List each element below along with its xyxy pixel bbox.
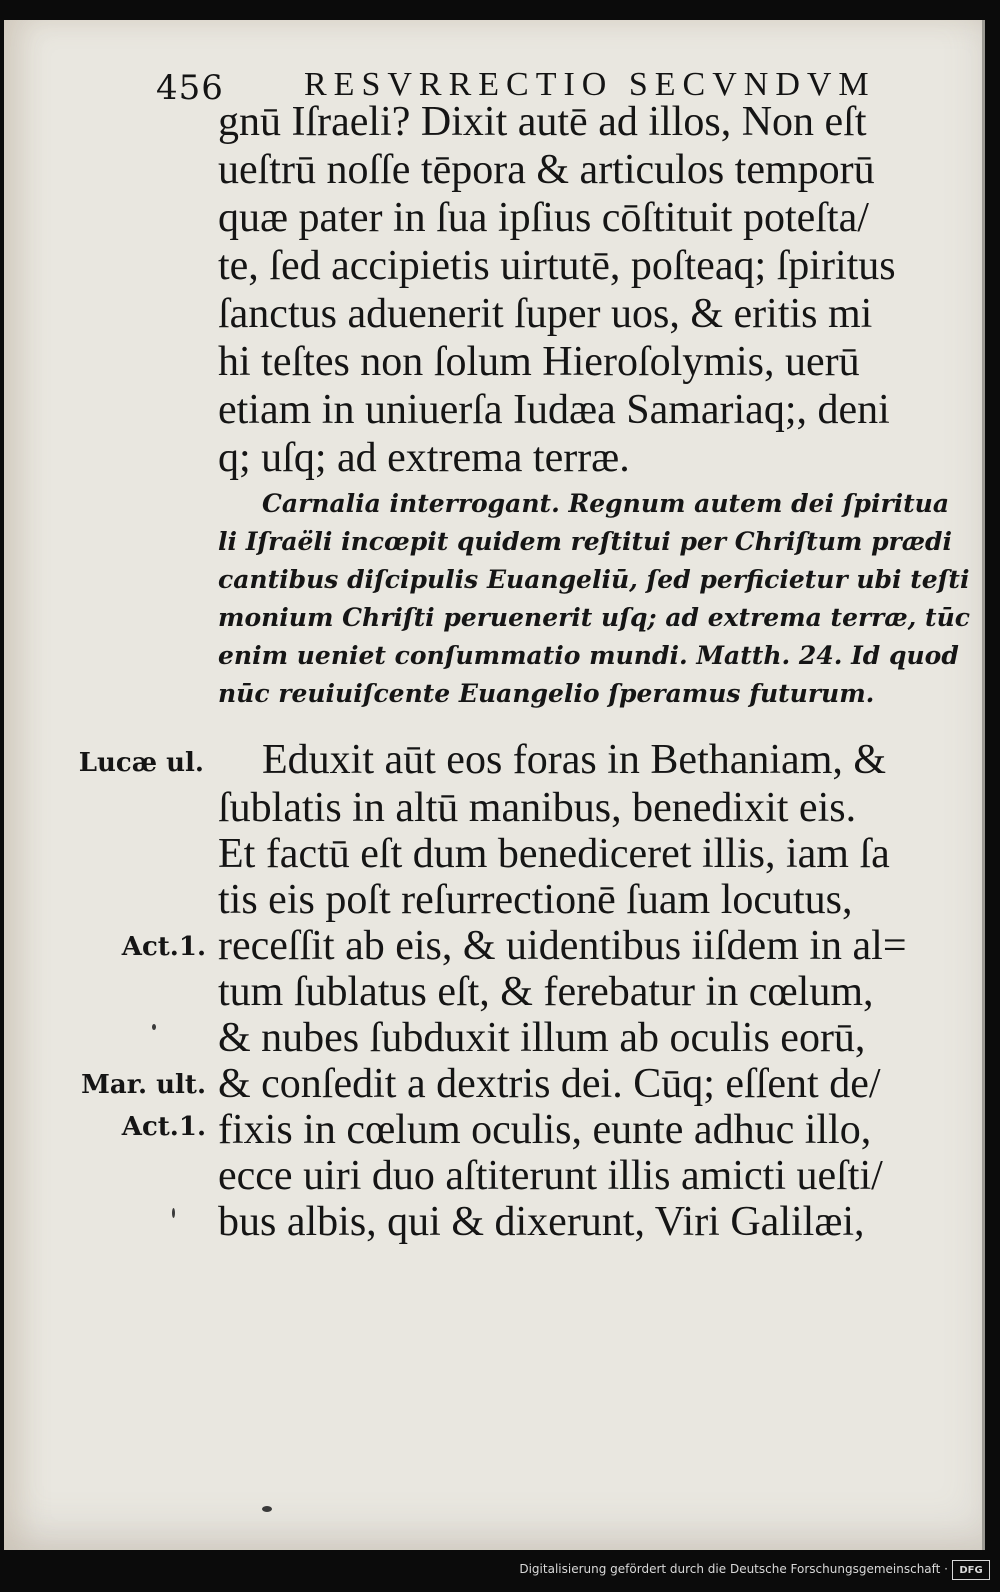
margin-note: Act.1. — [121, 1112, 206, 1142]
text-line: bus albis, qui & dixerunt, Viri Galilæi, — [218, 1199, 865, 1245]
ink-speck — [172, 1208, 175, 1218]
margin-note: Lucæ ul. — [78, 748, 204, 778]
gloss-line: li Iſraëli incœpit quidem reſtitui per Chriſtum prædi — [218, 527, 952, 556]
margin-note: Act.1. — [121, 932, 206, 962]
text-line: te, ſed accipietis uirtutē, poſteaq; ſpiritus — [218, 243, 896, 289]
text-line: etiam in uniuerſa Iudæa Samariaq;, deni — [218, 387, 890, 433]
gloss-line: Carnalia interrogant. Regnum autem dei ſpiritua — [262, 489, 950, 518]
ink-speck — [152, 1024, 156, 1030]
text-line: fixis in cœlum oculis, eunte adhuc illo, — [218, 1107, 872, 1153]
text-line: & conſedit a dextris dei. Cūq; eſſent de/ — [218, 1061, 881, 1107]
text-line: Et factū eſt dum benediceret illis, iam ſa — [218, 831, 890, 877]
text-line: ſanctus aduenerit ſuper uos, & eritis mi — [218, 291, 873, 337]
text-line: Eduxit aūt eos foras in Bethaniam, & — [262, 737, 887, 783]
footer-bar — [0, 1552, 1000, 1592]
text-line: quæ pater in ſua ipſius cōſtituit poteſta/ — [218, 195, 869, 241]
text-line: q; uſq; ad extrema terræ. — [218, 435, 630, 481]
text-line: & nubes ſubduxit illum ab oculis eorū, — [218, 1015, 866, 1061]
ink-speck — [262, 1506, 272, 1512]
gloss-line: enim ueniet conſummatio mundi. Matth. 24. Id quod — [218, 641, 959, 670]
dfg-logo: DFG — [952, 1560, 990, 1580]
text-line: hi teſtes non ſolum Hieroſolymis, uerū — [218, 339, 860, 385]
book-page — [4, 20, 985, 1550]
text-line: tum ſublatus eſt, & ferebatur in cœlum, — [218, 969, 874, 1015]
gloss-line: nūc reuiuiſcente Euangelio ſperamus futurum. — [218, 679, 875, 708]
text-line: ecce uiri duo aſtiterunt illis amicti ueſti/ — [218, 1153, 883, 1199]
gloss-line: monium Chriſti peruenerit uſq; ad extrema terræ, tūc — [218, 603, 970, 632]
margin-note: Mar. ult. — [81, 1070, 206, 1100]
text-line: gnū Iſraeli? Dixit autē ad illos, Non eſt — [218, 99, 867, 145]
page-number: 456 — [156, 68, 224, 108]
gloss-line: cantibus diſcipulis Euangeliū, ſed perficietur ubi teſti — [218, 565, 970, 594]
funding-credit: Digitalisierung gefördert durch die Deutsche Forschungsgemeinschaft · — [519, 1562, 948, 1576]
text-line: receſſit ab eis, & uidentibus iiſdem in al= — [218, 923, 907, 969]
text-line: tis eis poſt reſurrectionē ſuam locutus, — [218, 877, 853, 923]
text-line: ueſtrū noſſe tēpora & articulos temporū — [218, 147, 875, 193]
text-line: ſublatis in altū manibus, benedixit eis. — [218, 785, 857, 831]
running-title: RESVRRECTIO SECVNDVM — [304, 66, 876, 103]
